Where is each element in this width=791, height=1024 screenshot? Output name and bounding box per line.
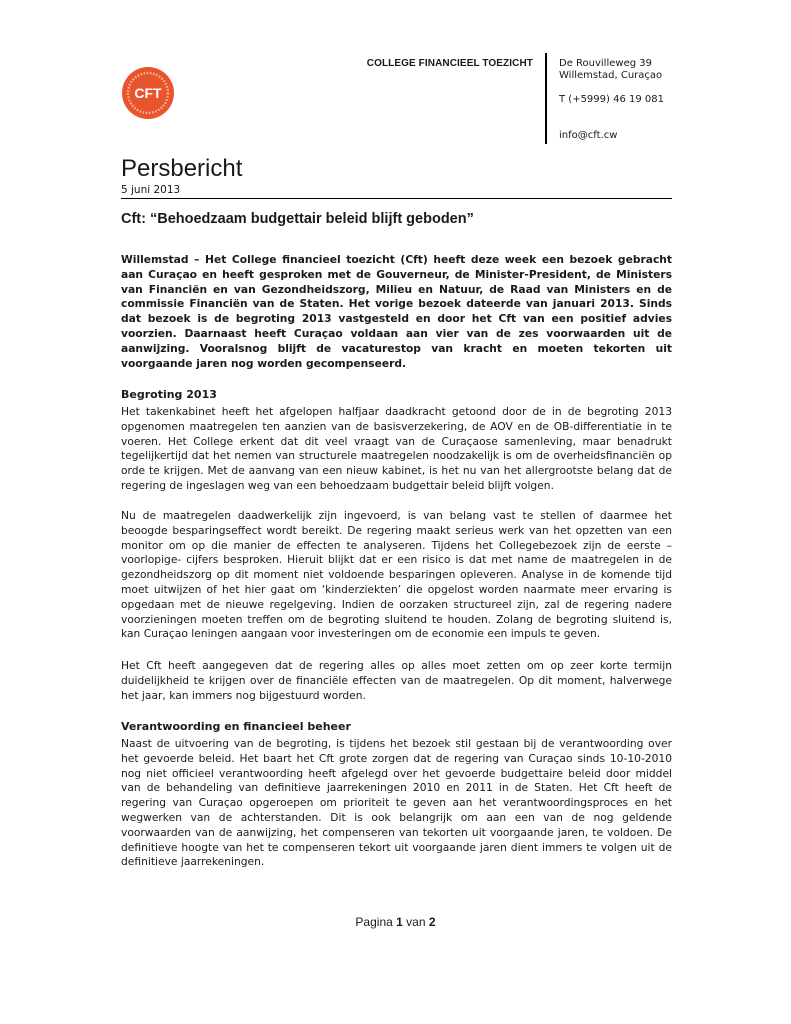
section-heading-verantwoording: Verantwoording en financieel beheer [121, 720, 351, 733]
page-title: Persbericht [121, 155, 243, 182]
of-word: van [406, 915, 426, 929]
page-number [0, 915, 791, 929]
logo-text: CFT [134, 85, 162, 101]
begroting-paragraph-1: Het takenkabinet heeft het afgelopen halfjaar daadkracht getoond door de in de begroting 2013 opgenomen maatregelen ten aanzien van de basisverzekering, de AOV en de OB-differentiatie in te voeren. Het College erkent dat dit veel vraagt van de Curaçaose samenleving, maar benadrukt tegelijkertijd dat het nemen van structurele maatregelen noodzakelijk is om de overheidsfinanciën op orde te krijgen. Met de aanvang van een nieuw kabinet, is het nu van het allergrootste belang dat de regering de ingeslagen weg van een behoedzaam budgettair beleid blijft volgen. [121, 405, 672, 492]
press-headline: Cft: “Behoedzaam budgettair beleid blijft geboden” [121, 211, 474, 227]
cft-logo [121, 66, 175, 120]
address-street: De Rouvilleweg 39 [559, 58, 652, 69]
section-heading-begroting: Begroting 2013 [121, 388, 217, 401]
page-word: Pagina [355, 915, 393, 929]
phone-number: T (+5999) 46 19 081 [559, 94, 664, 105]
begroting-paragraph-3: Het Cft heeft aangegeven dat de regering alles op alles moet zetten om op zeer korte termijn duidelijkheid te krijgen over de financiële effecten van de maatregelen. Op dit moment, halverwege het jaar, kan immers nog bijgestuurd worden. [121, 659, 672, 702]
page-total: 2 [428, 915, 436, 929]
title-divider [121, 198, 672, 199]
begroting-paragraph-2: Nu de maatregelen daadwerkelijk zijn ingevoerd, is van belang vast te stellen of daarmee het beoogde besparingseffect wordt bereikt. De regering maakt serieus werk van het opzetten van een monitor om op die manier de effecten te analyseren. Tijdens het Collegebezoek zijn de eerste – voorlopige- cijfers besproken. Hieruit blijkt dat er een risico is dat met name de maatregelen in de gezondheidszorg op dit moment niet voldoende besparingen opleveren. Analyse in de komende tijd moet uitwijzen of het hier gaat om ‘kinderziekten’ die opgelost worden naarmate meer ervaring is opgedaan met de nieuwe regelgeving. Indien de oorzaken structureel zijn, zal de regering nadere voorzieningen moeten treffen om de begroting sluitend te houden. Zolang de begroting sluitend is, kan Curaçao leningen aangaan voor investeringen om de economie een impuls te geven. [121, 509, 672, 641]
address-city: Willemstad, Curaçao [559, 70, 663, 81]
lead-paragraph: Willemstad – Het College financieel toezicht (Cft) heeft deze week een bezoek gebracht aan Curaçao en heeft gesproken met de Gouverneur, de Minister-President, de Ministers van Financiën en van Gezondheidszorg, Milieu en Natuur, de Raad van Ministers en de commissie Financiën van de Staten. Het vorige bezoek dateerde van januari 2013. Sinds dat bezoek is de begroting 2013 vastgesteld en door het Cft van een positief advies voorzien. Daarnaast heeft Curaçao voldaan aan vier van de zes voorwaarden uit de aanwijzing. Vooralsnog blijft de vacaturestop van kracht en moeten tekorten uit voorgaande jaren nog worden gecompenseerd. [121, 253, 672, 370]
page-current: 1 [396, 915, 403, 929]
verantwoording-paragraph-1: Naast de uitvoering van de begroting, is tijdens het bezoek stil gestaan bij de verantwoording over het gevoerde beleid. Het baart het Cft grote zorgen dat de regering van Curaçao sinds 10-10-2010 nog niet officieel verantwoording heeft afgelegd over het gevoerde budgettaire beleid door middel van de behandeling van definitieve jaarrekeningen 2010 en 2011 in de Staten. Het Cft heeft de regering van Curaçao opgeroepen om prioriteit te geven aan het verantwoordingsproces en het wegwerken van de achterstanden. Dit is ook belangrijk om aan een van de nog geldende voorwaarden van de aanwijzing, het compenseren van tekorten uit voorgaande jaren, te voldoen. De definitieve hoogte van het te compenseren tekort uit voorgaande jaren dient immers te volgen uit de definitieve jaarrekeningen. [121, 737, 672, 869]
email-address[interactable]: info@cft.cw [559, 130, 618, 141]
org-name: COLLEGE FINANCIEEL TOEZICHT [366, 58, 533, 69]
publication-date: 5 juni 2013 [121, 184, 181, 196]
header-divider [545, 53, 547, 144]
